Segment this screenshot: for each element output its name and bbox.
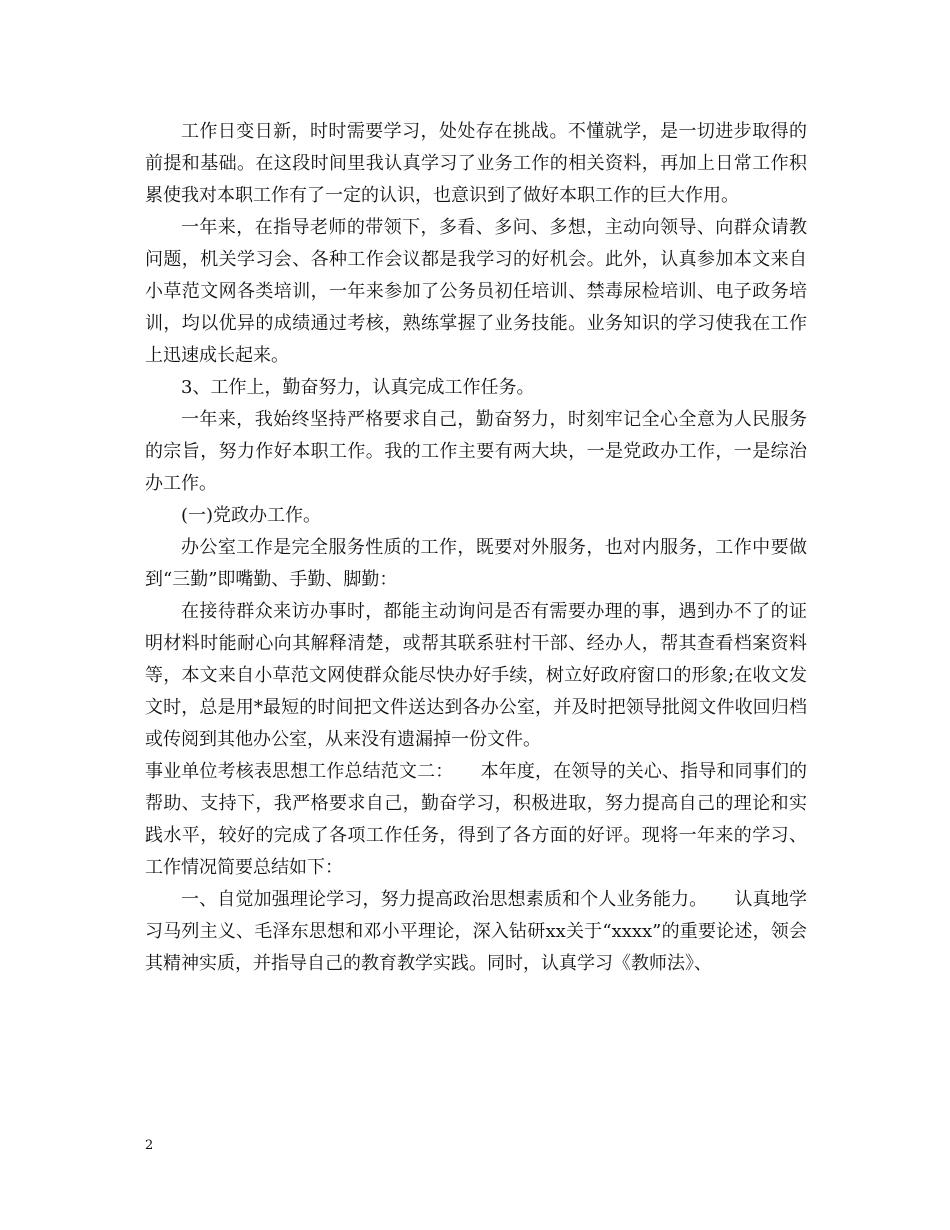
page-number: 2 [145, 1138, 154, 1153]
paragraph-6: 办公室工作是完全服务性质的工作，既要对外服务，也对内服务，工作中要做到“三勤”即嘴勤、手勤、脚勤： [145, 537, 807, 590]
paragraph-4: 一年来，我始终坚持严格要求自己，勤奋努力，时刻牢记全心全意为人民服务的宗旨，努力作好本职工作。我的工作主要有两大块，一是党政办工作，一是综治办工作。 [145, 409, 807, 494]
paragraph-5: (一)党政办工作。 [181, 505, 322, 526]
paragraph-8: 事业单位考核表思想工作总结范文二： 本年度，在领导的关心、指导和同事们的帮助、支持下，我严格要求自己，勤奋学习，积极进取，努力提高自己的理论和实践水平，较好的完成了各项工作任务，得到了各方面的好评。现将一年来的学习、工作情况简要总结如下： [145, 761, 807, 878]
document-body [145, 116, 807, 980]
paragraph-3: 3、工作上，勤奋努力，认真完成工作任务。 [181, 377, 535, 398]
paragraph-7: 在接待群众来访办事时，都能主动询问是否有需要办理的事，遇到办不了的证明材料时能耐心向其解释清楚，或帮其联系驻村干部、经办人，帮其查看档案资料等，本文来自小草范文网使群众能尽快办好手续，树立好政府窗口的形象;在收文发文时，总是用*最短的时间把文件送达到各办公室，并及时把领导批阅文件收回归档或传阅到其他办公室，从来没有遗漏掉一份文件。 [145, 601, 807, 750]
paragraph-9: 一、自觉加强理论学习，努力提高政治思想素质和个人业务能力。 认真地学习马列主义、毛泽东思想和邓小平理论，深入钻研xx关于“xxxx”的重要论述，领会其精神实质，并指导自己的教育教学实践。同时，认真学习《教师法》、 [145, 889, 807, 974]
paragraph-1: 工作日变日新，时时需要学习，处处存在挑战。不懂就学，是一切进步取得的前提和基础。在这段时间里我认真学习了业务工作的相关资料，再加上日常工作积累使我对本职工作有了一定的认识，也意识到了做好本职工作的巨大作用。 [145, 121, 807, 206]
paragraph-2: 一年来，在指导老师的带领下，多看、多问、多想，主动向领导、向群众请教问题，机关学习会、各种工作会议都是我学习的好机会。此外，认真参加本文来自小草范文网各类培训，一年来参加了公务员初任培训、禁毒尿检培训、电子政务培训，均以优异的成绩通过考核，熟练掌握了业务技能。业务知识的学习使我在工作上迅速成长起来。 [145, 217, 807, 366]
